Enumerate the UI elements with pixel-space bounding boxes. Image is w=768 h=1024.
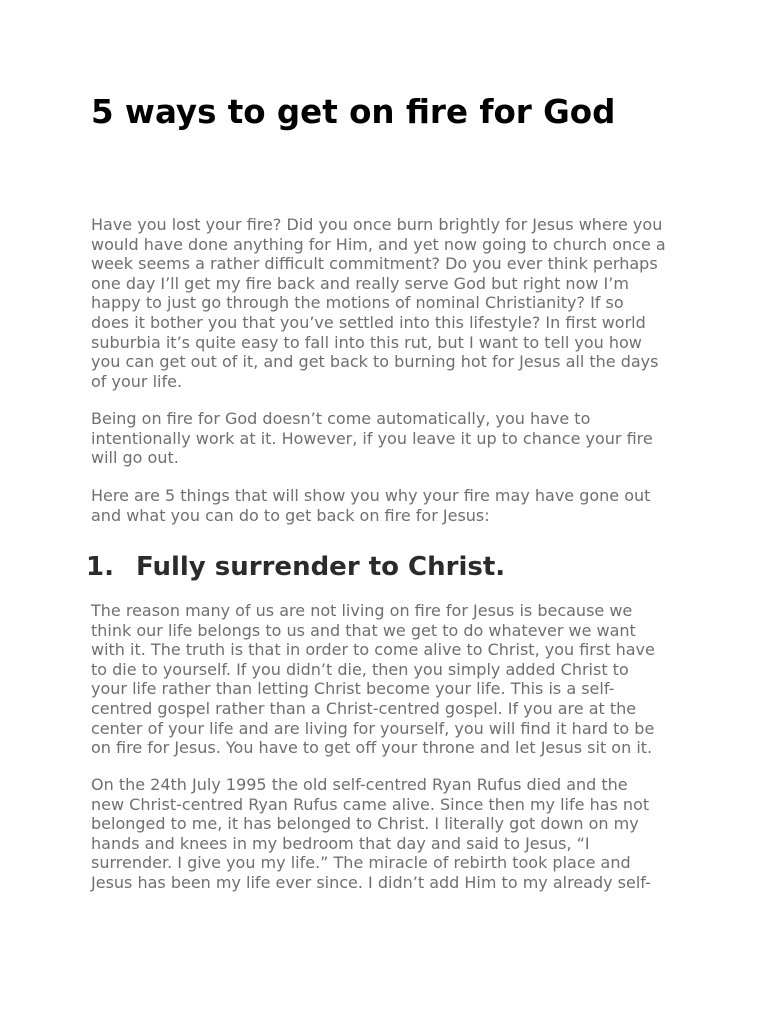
text-line: on fire for Jesus. You have to get off your throne and let Jesus sit on it. [91, 738, 653, 758]
text-line: belonged to me, it has belonged to Christ. I literally got down on my [91, 814, 639, 834]
text-line: centred gospel rather than a Christ-centred gospel. If you are at the [91, 698, 637, 718]
section-paragraph-2 [91, 775, 651, 893]
text-line: think our life belongs to us and that we get to do whatever we want [91, 620, 636, 640]
text-line: center of your life and are living for yourself, you will find it hard to be [91, 718, 655, 738]
text-line: On the 24th July 1995 the old self-centred Ryan Rufus died and the [91, 775, 628, 794]
intro-paragraph-1 [91, 215, 666, 391]
text-line: to die to yourself. If you didn’t die, then you simply added Christ to [91, 659, 629, 679]
document-title: 5 ways to get on fire for God [91, 93, 616, 131]
text-line: with it. The truth is that in order to come alive to Christ, you first have [91, 640, 655, 660]
text-line: one day I’ll get my fire back and really serve God but right now I’m [91, 273, 629, 293]
text-line: The reason many of us are not living on fire for Jesus is because we [91, 601, 633, 620]
text-line: hands and knees in my bedroom that day and said to Jesus, “I [91, 833, 590, 853]
section-heading [86, 550, 505, 584]
text-line: your life rather than letting Christ become your life. This is a self- [91, 679, 615, 699]
text-line: Here are 5 things that will show you why your fire may have gone out [91, 486, 651, 505]
text-line: happy to just go through the motions of nominal Christianity? If so [91, 293, 624, 313]
text-line: Being on fire for God doesn’t come automatically, you have to [91, 409, 591, 428]
text-line: Have you lost your fire? Did you once burn brightly for Jesus where you [91, 215, 663, 234]
text-line: you can get out of it, and get back to burning hot for Jesus all the days [91, 352, 659, 372]
text-line: Jesus has been my life ever since. I didn’t add Him to my already self- [91, 872, 651, 892]
text-line: suburbia it’s quite easy to fall into this rut, but I want to tell you how [91, 332, 642, 352]
text-line: and what you can do to get back on fire for Jesus: [91, 505, 490, 525]
text-line: week seems a rather difficult commitment? Do you ever think perhaps [91, 254, 658, 274]
intro-paragraph-3 [91, 486, 650, 525]
text-line: will go out. [91, 448, 179, 468]
text-line: would have done anything for Him, and yet now going to church once a [91, 234, 666, 254]
section-heading-text: Fully surrender to Christ. [136, 552, 506, 582]
text-line: new Christ-centred Ryan Rufus came alive. Since then my life has not [91, 794, 650, 814]
text-line: does it bother you that you’ve settled into this lifestyle? In first world [91, 312, 646, 332]
section-number: 1. [86, 552, 114, 582]
text-line: of your life. [91, 371, 183, 391]
intro-paragraph-2 [91, 409, 653, 468]
section-paragraph-1 [91, 601, 655, 758]
text-line: surrender. I give you my life.” The miracle of rebirth took place and [91, 853, 631, 873]
text-line: intentionally work at it. However, if you leave it up to chance your fire [91, 428, 653, 448]
